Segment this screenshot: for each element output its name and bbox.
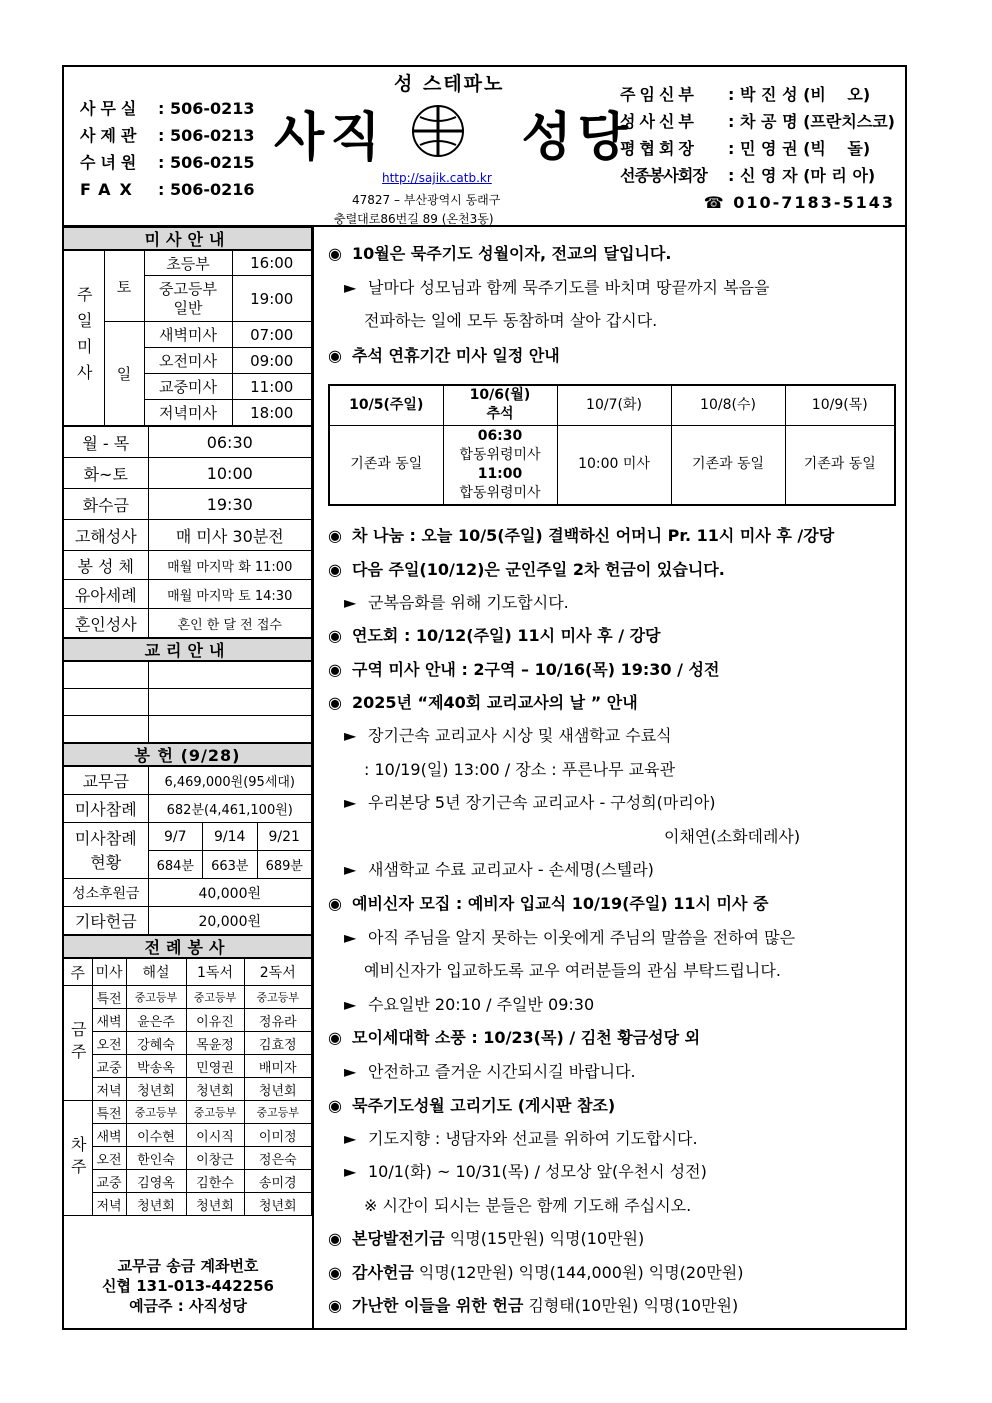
notice-yeondo: ◉ 연도회 : 10/12(주일) 11시 미사 후 / 강당 [328,626,661,645]
header [64,67,905,227]
notice-sub: 예비신자가 입교하도록 교우 여러분들의 관심 부탁드립니다. [364,961,781,980]
contact-list [80,95,255,203]
contact-fax: FAX : 506-0216 [80,180,255,199]
notice-moses-picnic: ◉ 모이세대학 소풍 : 10/23(목) / 김천 황금성당 외 [328,1028,701,1047]
bullet-icon: ◉ [328,526,342,545]
notice-military-sunday: ◉ 다음 주일(10/12)은 군인주일 2차 헌금이 있습니다. [328,560,725,579]
notice-sub: : 10/19(일) 13:00 / 장소 : 푸른나무 교육관 [364,760,676,779]
notice-rosary-chain: ◉ 묵주기도성월 고리기도 (게시판 참조) [328,1096,616,1115]
mass-table: 주일미사 토 초등부 16:00 중고등부 일반 19:00 일 새벽미사 07:00 오전미사 09:00 교중미사 11:00 저녁미사 18:00 [64,250,312,426]
bulletin-frame [62,65,907,1330]
notice-sub: ► 아직 주님을 알지 못하는 이웃에게 주님의 말씀을 전하여 많은 [344,928,796,947]
this-week-label: 금주 [64,986,92,1101]
bullet-icon: ◉ [328,626,342,645]
mass-section-title: 미사안내 [64,227,312,250]
parish-prefix: 성 스테파노 [394,73,505,95]
saturday-label: 토 [104,251,144,322]
left-column [64,227,314,1330]
notice-sub: ► 우리본당 5년 장기근속 교리교사 - 구성희(마리아) [344,793,716,812]
bullet-icon: ◉ [328,894,342,913]
contact-office: 사무실 : 506-0213 [80,99,255,118]
notice-development-fund: ◉ 본당발전기금 익명(15만원) 익명(10만원) [328,1229,645,1248]
notice-poor-offering: ◉ 가난한 이들을 위한 헌금 김형태(10만원) 익명(10만원) [328,1296,739,1315]
arrow-icon: ► [344,726,357,745]
arrow-icon: ► [344,860,357,879]
arrow-icon: ► [344,1162,357,1181]
title-right: 성당 [521,108,634,168]
liturgy-table: 주 미사 해설 1독서 2독서 금주 특전 중고등부 중고등부 중고등부 새벽 윤은주 이유진 정유라 오전 강혜숙 목윤정 김효정 교중 박송옥 민영권 배미자 저녁 청년회 청년회 청년회 차주 특전 중고등부 중고등부 중고등부 새벽 이수현 이시직 이미정 오전 한인숙 이창근 정은숙 교중 김영옥 김한수 송미경 저녁 청년회 청년회 청년회 [64,958,312,1216]
attendance-label: 미사참례 현황 [64,823,148,879]
weekday-mass-table: 월 - 목 06:30 화~토 10:00 화수금 19:30 고해성사 매 미사 30분전 봉 성 체 매월 마지막 화 11:00 유아세례 매월 마지막 토 14:30 혼인성사 혼인 한 달 전 접수 [64,426,312,638]
bank-account-info: 교무금 송금 계좌번호 신협 131-013-442256 예금주 : 사직성당 [102,1257,274,1315]
notice-sub: ► 군복음화를 위해 기도합시다. [344,593,569,612]
phone-number: ☎ 010-7183-5143 [703,193,895,212]
notice-sub: ► 수요일반 20:10 / 주일반 09:30 [344,995,595,1014]
bullet-icon: ◉ [328,660,342,679]
contact-convent: 수녀원 : 506-0215 [80,153,255,172]
notice-sub: ► 안전하고 즐거운 시간되시길 바랍니다. [344,1062,636,1081]
arrow-icon: ► [344,278,357,297]
chuseok-mass-times: 06:30 합동위령미사 11:00 합동위령미사 [443,425,557,505]
staff-council: 평협회장 : 민 영 권 (빅 돌) [620,139,871,158]
bullet-icon: ◉ [328,1028,342,1047]
notice-sub: ► 기도지향 : 냉담자와 선교를 위하여 기도합시다. [344,1129,698,1148]
notice-sub: 전파하는 일에 모두 동참하며 살아 갑시다. [364,311,658,330]
notice-district-mass: ◉ 구역 미사 안내 : 2구역 – 10/16(목) 19:30 / 성전 [328,660,720,679]
catechism-table [64,661,312,743]
notice-sub: ► 장기근속 교리교사 시상 및 새샘학교 수료식 [344,726,672,745]
bullet-icon: ◉ [328,560,342,579]
staff-priest: 성사신부 : 차 공 명 (프란치스코) [620,112,895,131]
notice-teachers-day: ◉ 2025년 “제40회 교리교사의 날 ” 안내 [328,693,638,712]
sunday-label: 일 [104,322,144,426]
notice-catechumen: ◉ 예비신자 모집 : 예비자 입교식 10/19(주일) 11시 미사 중 [328,894,769,913]
cross-logo-icon [410,103,466,159]
arrow-icon: ► [344,793,357,812]
arrow-icon: ► [344,928,357,947]
notice-sub: ※ 시간이 되시는 분들은 함께 기도해 주십시오. [364,1196,692,1215]
arrow-icon: ► [344,1062,357,1081]
bullet-icon: ◉ [328,1263,342,1282]
chuseok-schedule-table: 10/5(주일) 10/6(월) 추석 10/7(화) 10/8(수) 10/9(목) 기존과 동일 06:30 합동위령미사 11:00 합동위령미사 10:00 미사 기존과 동일 기존과 동일 [328,384,896,506]
bullet-icon: ◉ [328,1296,342,1315]
bullet-icon: ◉ [328,1096,342,1115]
notice-rosary-month: ◉ 10월은 묵주기도 성월이자, 전교의 달입니다. [328,244,672,263]
title-left: 사직 [274,108,387,168]
bullet-icon: ◉ [328,1229,342,1248]
arrow-icon: ► [344,1129,357,1148]
catechism-section-title: 교리안내 [64,638,312,661]
notices-column [316,227,905,1330]
notice-tea: ◉ 차 나눔 : 오늘 10/5(주일) 결백하신 어머니 Pr. 11시 미사 후 /강당 [328,526,835,545]
notice-sub: ► 10/1(화) ~ 10/31(목) / 성모상 앞(우천시 성전) [344,1162,707,1181]
address-line-1: 47827 – 부산광역시 동래구 [352,193,501,207]
notice-sub: ► 날마다 성모님과 함께 묵주기도를 바치며 땅끝까지 복음을 [344,278,770,297]
bullet-icon: ◉ [328,244,342,263]
staff-pastor: 주임신부 : 박 진 성 (비 오) [620,85,871,104]
next-week-label: 차주 [64,1101,92,1216]
staff-funeral: 선종봉사회장 : 신 영 자 (마 리 아) [620,166,876,185]
staff-list [620,81,895,216]
notice-thanks-offering: ◉ 감사헌금 익명(12만원) 익명(144,000원) 익명(20만원) [328,1263,744,1282]
bullet-icon: ◉ [328,346,342,365]
contact-rectory: 사제관 : 506-0213 [80,126,255,145]
notice-sub: ► 새샘학교 수료 교리교사 - 손세명(스텔라) [344,860,654,879]
offering-section-title: 봉 헌 (9/28) [64,743,312,766]
notice-chuseok: ◉ 추석 연휴기간 미사 일정 안내 [328,346,560,365]
website-link[interactable]: http://sajik.catb.kr [382,171,492,185]
notice-sub: 이채연(소화데레사) [664,827,801,846]
liturgy-section-title: 전례봉사 [64,935,312,958]
offering-table: 교무금 6,469,000원(95세대) 미사참례 682분(4,461,100원) 미사참례 현황 9/7 9/14 9/21 684분 663분 689분 성소후원금 40,000원 기타헌금 20,000원 [64,766,312,935]
page-title [274,95,634,168]
arrow-icon: ► [344,995,357,1014]
arrow-icon: ► [344,593,357,612]
sunday-mass-label: 주일미사 [64,251,104,426]
bullet-icon: ◉ [328,693,342,712]
address-line-2: 충렬대로86번길 89 (온천3동) [334,212,494,226]
